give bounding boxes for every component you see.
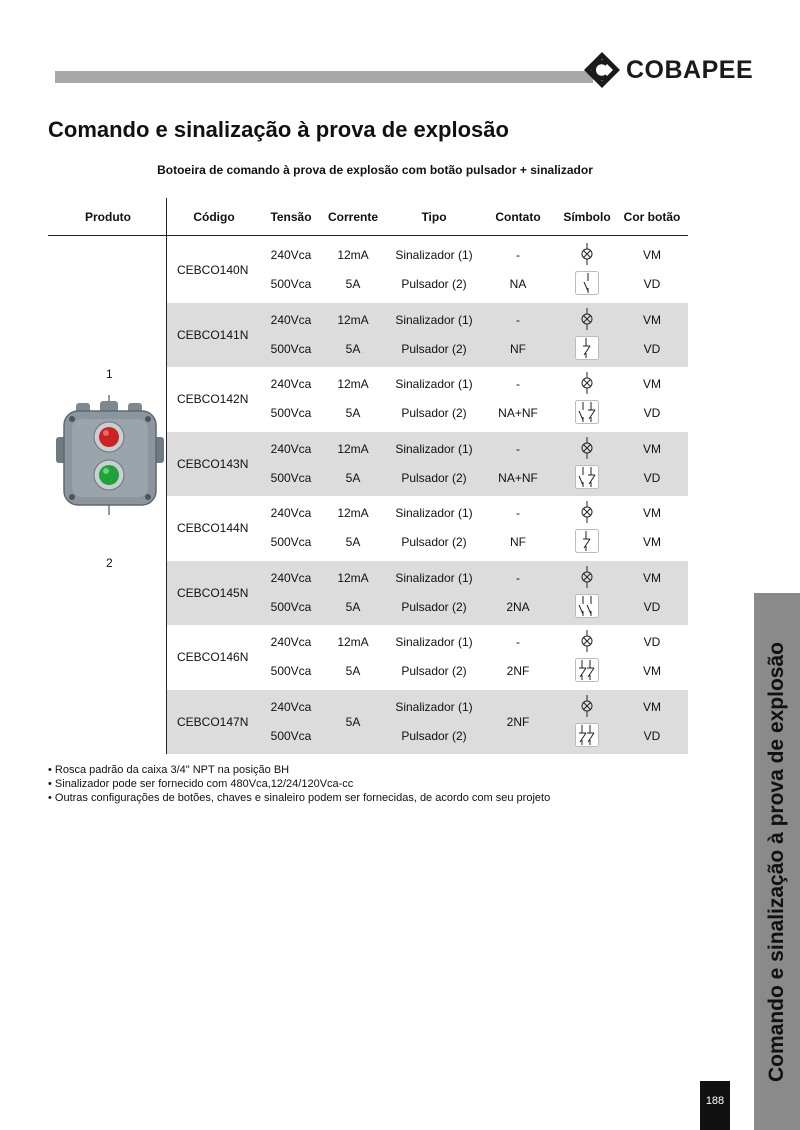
page-title: Comando e sinalização à prova de explosão [48, 117, 509, 142]
lamp-symbol-icon [575, 694, 599, 723]
header-bar [55, 71, 593, 83]
col-header-tensao: Tensão [270, 210, 312, 224]
note-item: • Outras configurações de botões, chaves e sinaleiro podem ser fornecidas, de acordo com seu projeto [48, 792, 551, 804]
cell-cor-botao: VD [643, 728, 661, 743]
product-code: CEBCO146N [177, 650, 249, 664]
cell-contato: - [516, 441, 520, 456]
cell-contato: - [516, 377, 520, 391]
side-tab-label: Comando e sinalização à prova de explosão [765, 642, 788, 1082]
lamp-symbol-icon [575, 629, 599, 658]
cell-tipo: Pulsador (2) [401, 406, 467, 420]
col-header-corrente: Corrente [327, 210, 379, 224]
cell-corrente: 5A [345, 341, 361, 356]
product-code: CEBCO140N [177, 263, 249, 277]
cell-tipo: Sinalizador (1) [395, 441, 473, 456]
product-code: CEBCO143N [177, 456, 249, 471]
product-code: CEBCO147N [177, 714, 249, 729]
table-row [167, 496, 688, 560]
cell-tipo: Pulsador (2) [401, 728, 467, 743]
cell-tipo: Pulsador (2) [401, 277, 467, 291]
cell-contato: NA [509, 277, 527, 291]
cell-tipo: Sinalizador (1) [395, 635, 473, 649]
col-header-tipo: Tipo [421, 210, 447, 224]
header-rule [48, 235, 688, 236]
contact-symbol-icon [575, 271, 599, 300]
cell-cor-botao: VD [643, 341, 661, 356]
cell-cor-botao: VD [643, 470, 661, 485]
cell-tensao: 500Vca [270, 728, 312, 743]
contact-symbol-icon [575, 529, 599, 558]
cell-cor-botao: VM [643, 506, 661, 520]
col-header-contato: Contato [495, 210, 541, 224]
product-enclosure-image [54, 395, 166, 515]
callout-2: 2 [106, 556, 113, 570]
cell-tipo: Pulsador (2) [401, 535, 467, 549]
cell-tensao: 500Vca [270, 599, 312, 614]
cell-contato: NA+NF [498, 470, 538, 485]
table-row [167, 367, 688, 431]
cell-corrente: 5A [345, 277, 361, 291]
table-row [167, 303, 688, 367]
lamp-symbol-icon [575, 371, 599, 400]
cell-tipo: Pulsador (2) [401, 599, 467, 614]
cell-corrente: 5A [345, 535, 361, 549]
cell-contato: - [516, 312, 520, 327]
cell-tensao: 240Vca [270, 312, 312, 327]
cell-tensao: 500Vca [270, 341, 312, 356]
contact-symbol-icon [575, 400, 599, 429]
cell-contato: 2NA [506, 599, 530, 614]
column-divider [166, 198, 167, 754]
note-item: • Sinalizador pode ser fornecido com 480Vca,12/24/120Vca-cc [48, 778, 354, 790]
cell-corrente: 5A [345, 664, 361, 678]
cell-contato: - [516, 248, 520, 262]
col-header-codigo: Código [193, 210, 235, 224]
product-code: CEBCO145N [177, 585, 249, 600]
lamp-symbol-icon [575, 436, 599, 465]
notes [48, 763, 550, 805]
table-row [167, 238, 688, 302]
cell-contato: - [516, 635, 520, 649]
cell-corrente: 5A [345, 599, 361, 614]
lamp-symbol-icon [575, 500, 599, 529]
col-header-simbolo: Símbolo [563, 210, 611, 224]
cell-tensao: 500Vca [270, 535, 312, 549]
cell-cor-botao: VD [643, 599, 661, 614]
table-row [167, 432, 688, 496]
cell-contato: 2NF [506, 714, 530, 729]
cell-tensao: 240Vca [270, 248, 312, 262]
cell-tensao: 240Vca [270, 635, 312, 649]
product-code: CEBCO142N [177, 392, 249, 406]
col-header-produto: Produto [85, 210, 131, 224]
cell-tipo: Sinalizador (1) [395, 312, 473, 327]
contact-symbol-icon [575, 336, 599, 365]
cell-tensao: 240Vca [270, 570, 312, 585]
cell-contato: - [516, 570, 520, 585]
cell-tensao: 500Vca [270, 664, 312, 678]
cell-tipo: Sinalizador (1) [395, 248, 473, 262]
cell-tipo: Sinalizador (1) [395, 506, 473, 520]
table-row [167, 561, 688, 625]
table-row [167, 690, 688, 754]
cell-corrente: 12mA [337, 377, 369, 391]
cell-tensao: 500Vca [270, 277, 312, 291]
cell-contato: NA+NF [498, 406, 538, 420]
lamp-symbol-icon [575, 307, 599, 336]
cell-tipo: Pulsador (2) [401, 341, 467, 356]
callout-1: 1 [106, 367, 113, 381]
product-code: CEBCO144N [177, 521, 249, 535]
cell-corrente: 5A [345, 406, 361, 420]
cell-cor-botao: VM [643, 377, 661, 391]
table-subtitle: Botoeira de comando à prova de explosão com botão pulsador + sinalizador [157, 163, 593, 177]
cell-corrente: 12mA [337, 506, 369, 520]
table-row [167, 625, 688, 689]
cell-tensao: 500Vca [270, 470, 312, 485]
cell-tensao: 240Vca [270, 377, 312, 391]
cell-tensao: 240Vca [270, 699, 312, 714]
cell-corrente: 12mA [337, 312, 369, 327]
page-number: 188 [705, 1095, 725, 1107]
cell-tensao: 240Vca [270, 506, 312, 520]
cell-contato: NF [510, 535, 526, 549]
cell-cor-botao: VM [643, 441, 661, 456]
cell-cor-botao: VD [643, 406, 661, 420]
cell-tipo: Pulsador (2) [401, 664, 467, 678]
brand-logo [583, 50, 753, 90]
lamp-symbol-icon [575, 565, 599, 594]
col-header-cor-botao: Cor botão [623, 210, 681, 224]
contact-symbol-icon [575, 594, 599, 623]
cell-tipo: Pulsador (2) [401, 470, 467, 485]
cell-corrente: 12mA [337, 248, 369, 262]
cell-corrente: 5A [345, 714, 361, 729]
cell-tensao: 240Vca [270, 441, 312, 456]
cell-corrente: 12mA [337, 635, 369, 649]
cell-tensao: 500Vca [270, 406, 312, 420]
contact-symbol-icon [575, 658, 599, 687]
cell-cor-botao: VM [643, 248, 661, 262]
cell-corrente: 5A [345, 470, 361, 485]
cell-corrente: 12mA [337, 570, 369, 585]
cell-cor-botao: VD [643, 635, 661, 649]
cell-tipo: Sinalizador (1) [395, 699, 473, 714]
cell-contato: 2NF [506, 664, 530, 678]
cell-tipo: Sinalizador (1) [395, 377, 473, 391]
contact-symbol-icon [575, 465, 599, 494]
cell-cor-botao: VM [643, 535, 661, 549]
cell-contato: - [516, 506, 520, 520]
cell-tipo: Sinalizador (1) [395, 570, 473, 585]
cell-cor-botao: VM [643, 570, 661, 585]
cell-cor-botao: VM [643, 312, 661, 327]
lamp-symbol-icon [575, 242, 599, 271]
cell-cor-botao: VM [643, 664, 661, 678]
note-item: • Rosca padrão da caixa 3/4" NPT na posição BH [48, 764, 290, 776]
cobapee-logo-icon [583, 51, 621, 89]
cell-corrente: 12mA [337, 441, 369, 456]
cell-contato: NF [510, 341, 526, 356]
cell-cor-botao: VD [643, 277, 661, 291]
product-code: CEBCO141N [177, 327, 249, 342]
contact-symbol-icon [575, 723, 599, 752]
brand-name: COBAPEE [626, 55, 754, 84]
cell-cor-botao: VM [643, 699, 661, 714]
